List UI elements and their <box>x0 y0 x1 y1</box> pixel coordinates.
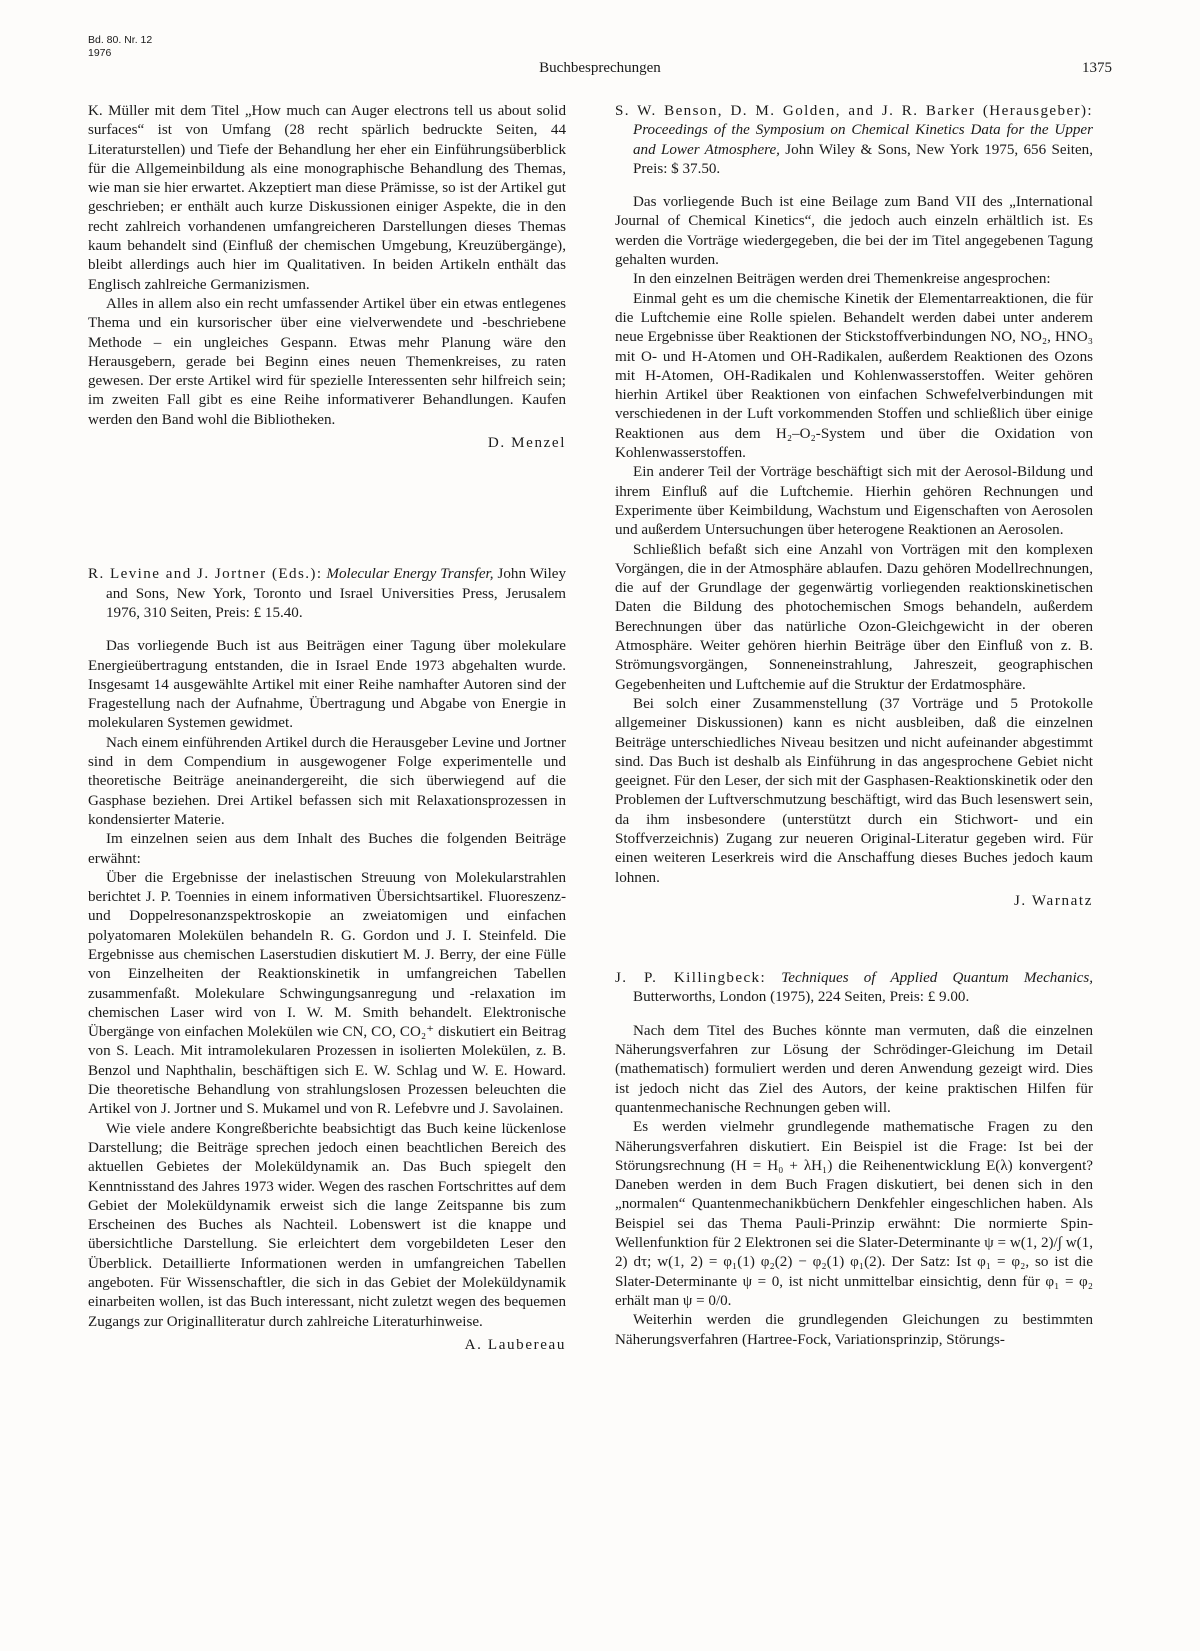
book-authors: R. Levine and J. Jortner (Eds.): <box>88 566 323 583</box>
volume-line: Bd. 80. Nr. 12 <box>88 34 153 46</box>
review-heading <box>615 102 1093 179</box>
book-title: Proceedings of the Symposium on Chemical Kinetics Data for the Upper and Lower Atmosphere, <box>633 122 1093 158</box>
paragraph: Über die Ergebnisse der inelastischen Streuung von Molekularstrahlen berichtet J. P. Toennies in einem informativen Übersichtsartikel. Fluoreszenz- und Doppelresonanzspektroskopie an zweiatomigen und einfachen polyatomaren Molekülen behandeln R. G. Gordon und J. I. Steinfeld. Die Ergebnisse aus chemischen Laserstudien diskutiert M. J. Berry, der eine Fülle von Einzelheiten der Reaktionskinetik in umfangreichen Tabellen zusammenfaßt. Molekulare Schwingungsanregung und -relaxation im chemischen Laser wird von I. W. M. Smith behandelt. Elektronische Übergänge von einfachen Molekülen wie CN, CO, CO₂⁺ diskutiert ein Beitrag von S. Leach. Mit intramolekularen Prozessen in isolierten Molekülen, z. B. Benzol und Naphthalin, beschäftigen sich E. W. Schlag und W. E. Howard. Die theoretische Behandlung von strahlungslosen Prozessen beleuchten die Artikel von J. Jortner und S. Mukamel und von R. Lefebvre und J. Savolainen. <box>88 869 566 1118</box>
paragraph: Bei solch einer Zusammenstellung (37 Vorträge und 5 Protokolle allgemeiner Diskussionen) kann es nicht ausbleiben, daß die einzelnen Beiträge unterschiedliches Niveau besitzen und nicht aufeinander abgestimmt sind. Das Buch ist deshalb als Einführung in das angesprochene Gebiet nicht geeignet. Für den Leser, der sich mit der Gasphasen-Reaktionskinetik oder den Problemen der Luftverschmutzung beschäftigt, wird das Buch lesenswert sein, da ihm insbesondere (unterstützt durch ein Stichwort- und ein Stoffverzeichnis) Zugang zur neueren Original-Literatur gegeben wird. Für einen weiteren Leserkreis wird die Anschaffung dieses Buches jedoch kaum lohnen. <box>615 695 1093 886</box>
paragraph: Nach einem einführenden Artikel durch die Herausgeber Levine und Jortner sind in dem Compendium in ausgewogener Folge experimentelle und theoretische Beiträge aneinandergereiht, die sich überwiegend auf die Gasphase beziehen. Drei Artikel befassen sich mit Relaxationsprozessen in kondensierter Materie. <box>88 734 566 828</box>
book-publication: John Wiley and Sons, New York, Toronto und Israel Universities Press, Jerusalem 1976, 310 Seiten, Preis: £ 15.40. <box>106 566 567 621</box>
paragraph: Weiterhin werden die grundlegenden Gleichungen zu bestimmten Näherungsverfahren (Hartree-Fock, Variationsprinzip, Störungs- <box>615 1312 1093 1348</box>
paragraph: Einmal geht es um die chemische Kinetik der Elementarreaktionen, die für die Luftchemie eine Rolle spielen. Behandelt werden dabei unter anderem neue Ergebnisse über Reaktionen der Stickstoffverbindungen NO, NO₂, HNO₃ mit O- und H-Atomen und OH-Radikalen, außerdem Reaktionen des Ozons mit H-Atomen, OH-Radikalen und Kohlenwasserstoffen. Weiter gehören hierhin Artikel über Reaktionen von einfachen Schwefelverbindungen mit verschiedenen in der Luft vorkommenden Stoffen und schließlich über einige Reaktionen aus dem H₂–O₂-System und über die Oxidation von Kohlenwasserstoffen. <box>615 290 1093 462</box>
book-title: Techniques of Applied Quantum Mechanics, <box>781 970 1093 987</box>
paragraph: Es werden vielmehr grundlegende mathematische Fragen zu den Näherungsverfahren diskutiert. Ein Beispiel ist die Frage: Ist bei der Störungsrechnung (H = H₀ + λH₁) die Reihenentwicklung E(λ) konvergent? Daneben werden in dem Buch Fragen diskutiert, bei denen sich in den „normalen“ Quantenmechanikbüchern Denkfehler eingeschlichen haben. Als Beispiel sei das Thema Pauli-Prinzip erwähnt: Die normierte Spin-Wellenfunktion für 2 Elektronen sei die Slater-Determinante ψ = w(1, 2)/∫ w(1, 2) dτ; w(1, 2) = φ₁(1) φ₂(2) − φ₂(1) φ₁(2). Der Satz: Ist φ₁ = φ₂, so ist die Slater-Determinante ψ = 0, ist nicht unmittelbar einsichtig, denn für φ₁ = φ₂ erhält man ψ = 0/0. <box>615 1119 1093 1309</box>
left-column <box>88 102 566 1355</box>
book-authors: S. W. Benson, D. M. Golden, and J. R. Barker (Herausgeber): <box>615 103 1093 119</box>
right-column <box>615 102 1093 1350</box>
book-publication: Butterworths, London (1975), 224 Seiten, Preis: £ 9.00. <box>633 989 970 1006</box>
book-title: Molecular Energy Transfer, <box>326 566 494 583</box>
page-number: 1375 <box>1082 60 1112 76</box>
paragraph: Wie viele andere Kongreßberichte beabsichtigt das Buch keine lückenlose Darstellung; die Beiträge sprechen jedoch einen beachtlichen Bereich des aktuellen Gebietes der Moleküldynamik an. Das Buch spiegelt den Kenntnisstand des Jahres 1973 wider. Wegen des raschen Fortschrittes auf dem Gebiet der Moleküldynamik erweist sich die lange Zeitspanne bis zum Erscheinen des Buches als Nachteil. Lobenswert ist die knappe und übersichtliche Darstellung. Sie erleichtert dem vorgebildeten Leser den Überblick. Detaillierte Informationen werden in umfangreichen Tabellen angeboten. Für Wissenschaftler, die sich in das Gebiet der Moleküldynamik einarbeiten wollen, ist das Buch interessant, nicht zuletzt wegen des bequemen Zugangs zur Originalliteratur durch zahlreiche Literaturhinweise. <box>88 1120 566 1330</box>
paragraph: K. Müller mit dem Titel „How much can Auger electrons tell us about solid surfaces“ ist von Umfang (28 recht spärlich bedruckte Seiten, 44 Literaturstellen) und Tiefe der Behandlung her eher ein Einführungsüberblick für die Allgemeinbildung als eine monographische Behandlung des Themas, wie man sie hier erwartet. Akzeptiert man diese Prämisse, so ist der Artikel gut geschrieben; er enthält auch kurze Diskussionen einiger Aspekte, die in den recht zahlreich vorhandenen umfangreicheren Darstellungen dieses Themas kaum behandelt sind (Einfluß der chemischen Umgebung, Kreuzübergänge), bleibt allerdings auch hier im Qualitativen. In beiden Artikeln enthält das Englisch zahlreiche Germanizismen. <box>88 103 566 293</box>
paragraph: Ein anderer Teil der Vorträge beschäftigt sich mit der Aerosol-Bildung und ihrem Einfluß auf die Luftchemie. Hierhin gehören Rechnungen und Experimente über Keimbildung, Wachstum und Eigenschaften von Aerosolen und außerdem Untersuchungen über heterogene Reaktionen an Aerosolen. <box>615 464 1093 539</box>
review-heading <box>615 969 1093 1008</box>
paragraph: In den einzelnen Beiträgen werden drei Themenkreise angesprochen: <box>633 271 1051 288</box>
paragraph: Im einzelnen seien aus dem Inhalt des Buches die folgenden Beiträge erwähnt: <box>88 831 566 867</box>
book-publication: John Wiley & Sons, New York 1975, 656 Seiten, Preis: $ 37.50. <box>633 141 1093 177</box>
paragraph: Schließlich befaßt sich eine Anzahl von Vorträgen mit den komplexen Vorgängen, die in der Atmosphäre ablaufen. Dazu gehören Modellrechnungen, die auf der Grundlage der gegenwärtig vorliegenden reaktionskinetischen Daten die Bildung des photochemischen Smogs behandeln, außerdem Berechnungen über das natürliche Ozon-Gleichgewicht in der oberen Atmosphäre. Weiter gehören hierhin Beiträge über den Einfluß von z. B. Strömungsvorgängen, Sonneneinstrahlung, Jahreszeit, geographischen Gegebenheiten und Luftchemie auf die Struktur der Erdatmosphäre. <box>615 541 1093 693</box>
paragraph: Das vorliegende Buch ist aus Beiträgen einer Tagung über molekulare Energieübertragung entstanden, die in Israel Ende 1973 abgehalten wurde. Insgesamt 14 ausgewählte Artikel mit einer Reihe namhafter Autoren sind der Fragestellung nach der Aufnahme, Übertragung und Abgabe von Energie in molekularen Systemen gewidmet. <box>88 638 566 732</box>
reviewer-signature: A. Laubereau <box>464 1336 566 1353</box>
year-line: 1976 <box>88 47 112 59</box>
review-heading <box>88 565 566 623</box>
paragraph: Das vorliegende Buch ist eine Beilage zum Band VII des „International Journal of Chemical Kinetics“, die jedoch auch einzeln erhältlich ist. Es werden die Vorträge wiedergegeben, die bei der im Titel angegebenen Tagung gehalten wurden. <box>615 194 1093 269</box>
paragraph: Alles in allem also ein recht umfassender Artikel über ein etwas entlegenes Thema und ein kursorischer über eine vielverwendete und -beschriebene Methode – ein ungleiches Gespann. Etwas mehr Planung wäre den Herausgebern, gerade bei Beginn eines neuen Themenkreises, zu raten gewesen. Der erste Artikel wird für spezielle Interessenten sehr hilfreich sein; im zweiten Fall gibt es eine Reihe informativerer Behandlungen. Kaufen werden den Band wohl die Bibliotheken. <box>88 295 566 428</box>
page-header <box>88 34 1112 82</box>
reviewer-signature: J. Warnatz <box>1013 892 1093 909</box>
section-title: Buchbesprechungen <box>539 60 661 76</box>
reviewer-signature: D. Menzel <box>487 435 566 452</box>
volume-info <box>88 34 152 60</box>
book-authors: J. P. Killingbeck: <box>615 970 767 987</box>
paragraph: Nach dem Titel des Buches könnte man vermuten, daß die einzelnen Näherungsverfahren zur Lösung der Schrödinger-Gleichung im Detail (mathematisch) formuliert werden und deren Anwendung gezeigt wird. Dies ist jedoch nicht das Ziel des Autors, der keine praktischen Hilfen für quantenmechanische Rechnungen geben will. <box>615 1022 1093 1116</box>
